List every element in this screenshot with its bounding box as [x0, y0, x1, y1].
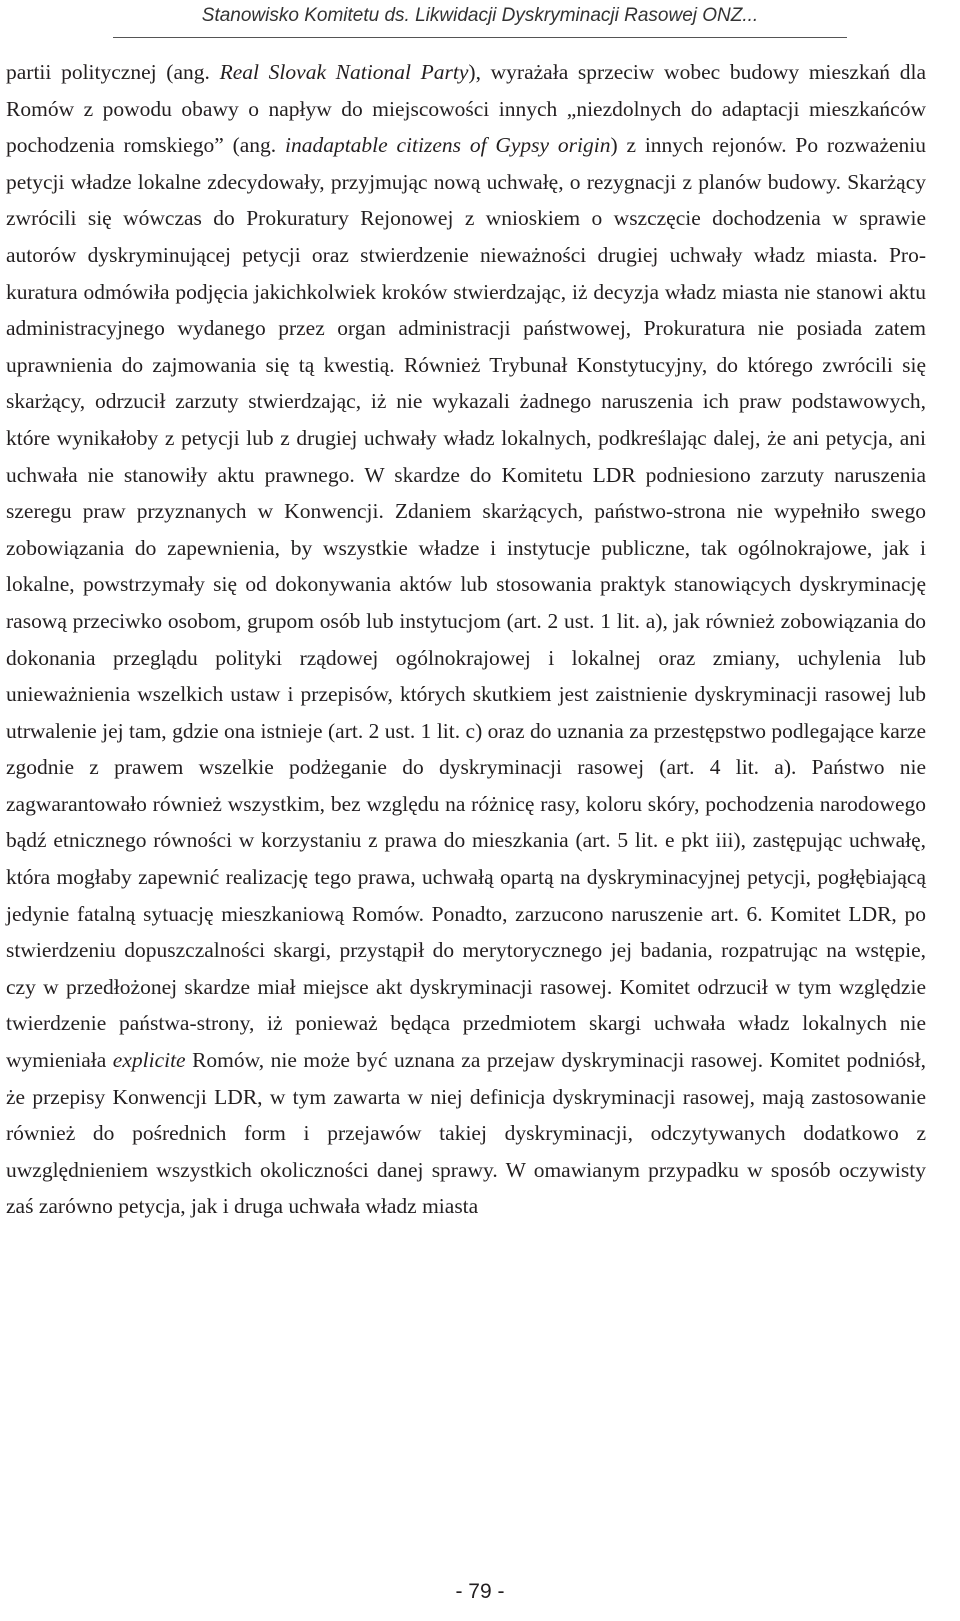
page-number: - 79 - — [455, 1580, 505, 1603]
running-header: Stanowisko Komitetu ds. Likwidacji Dyskryminacji Rasowej ONZ... — [201, 5, 759, 26]
body-paragraph — [6, 54, 926, 1225]
text-segment: partii politycznej (ang. — [6, 60, 220, 84]
italic-term-party-name: Real Slovak National Party — [219, 60, 469, 84]
text-segment: ), wyrażała sprzeciw wobec budowy mieszkań dla Romów z powodu obawy o napływ do miejscowości innych „niezdolnych do adaptacji mieszkańców pochodzenia romskiego” (ang. — [6, 60, 926, 158]
italic-term-explicite: explicite — [112, 1048, 186, 1073]
header-rule — [113, 37, 847, 38]
text-segment: ) z innych rejonów. Po rozważeniu petycji władze lokalne zdecydowały, przyjmując nową uchwałę, o rezygnacji z planów budowy. Skarżący zwrócili się wówczas do Prokuratury Rejonowej z wnioskiem o wszczęcie dochodzenia w sprawie autorów dyskryminującej petycji oraz stwierdzenie nieważności drugiej uchwały władz miasta. Prokuratura odmówiła podjęcia jakichkolwiek kroków stwierdzając, iż decyzja władz miasta nie stanowi aktu administracyjnego wydanego przez organ administracji państwowej, Prokuratura nie posiada zatem uprawnienia do zajmowania się tą kwestią. Również Trybunał Konstytucyjny, do którego zwrócili się skarżący, odrzucił zarzuty stwierdzając, iż nie wykazali żadnego naruszenia ich praw podstawowych, które wynikałoby z petycji lub z drugiej uchwały władz lokalnych, podkreślając dalej, że ani petycja, ani uchwała nie stanowiły aktu prawnego. W skardze do Komitetu LDR podniesiono zarzuty naruszenia szeregu praw przyznanych w Konwencji. Zdaniem skarżących, państwo-strona nie wypełniło swego zobowiązania do zapewnienia, by wszystkie władze i instytucje publiczne, tak ogólnokrajowe, jak i lokalne, powstrzymały się od dokonywania aktów lub stosowania praktyk stanowiących dyskryminację rasową przeciwko osobom, grupom osób lub instytucjom (art. 2 ust. 1 lit. a), jak również zobowiązania do dokonania przeglądu polityki rządowej ogólnokrajowej i lokalnej oraz zmiany, uchylenia lub unieważnienia wszelkich ustaw i przepisów, których skutkiem jest zaistnienie dyskryminacji rasowej lub utrwalenie jej tam, gdzie ona istnieje (art. 2 ust. 1 lit. c) oraz do uznania za przestępstwo podlegające karze zgodnie z prawem wszelkie podżeganie do dyskryminacji rasowej (art. 4 lit. a). Państwo nie zagwarantowało również wszystkim, bez względu na różnicę rasy, koloru skóry, pochodzenia narodowego bądź etnicznego równości w korzystaniu z prawa do mieszkania (art. 5 lit. e pkt iii), zastępując uchwałę, która mogłaby zapewnić realizację tego prawa, uchwałą opartą na dyskryminacyjnej petycji, pogłębiającą jedynie fatalną sytuację mieszkaniową Romów. Ponadto, zarzucono naruszenie art. 6. Komitet LDR, po stwierdzeniu dopuszczalności skargi, przystąpił do merytorycznego jej badania, rozpatrując na wstępie, czy w przedłożonej skardze miał miejsce akt dyskryminacji rasowej. Komitet odrzucił w tym względzie twierdzenie państwa-strony, iż ponieważ będąca przedmiotem skargi uchwała władz lokalnych nie wymieniała — [6, 133, 927, 1073]
italic-term-english-quote: inadaptable citizens of Gypsy origin — [284, 133, 611, 158]
text-segment: Romów, nie może być uznana za przejaw dyskryminacji rasowej. Komitet podniósł, że przepisy Konwencji LDR, w tym zawarta w niej definicja dyskryminacji rasowej, mają zastosowanie również do pośrednich form i przejawów takiej dyskryminacji, odczytywanych dodatkowo z uwzględnieniem wszystkich okoliczności danej sprawy. W omawianym przypadku w sposób oczywisty zaś zarówno petycja, jak i druga uchwała władz miasta — [6, 1048, 926, 1219]
